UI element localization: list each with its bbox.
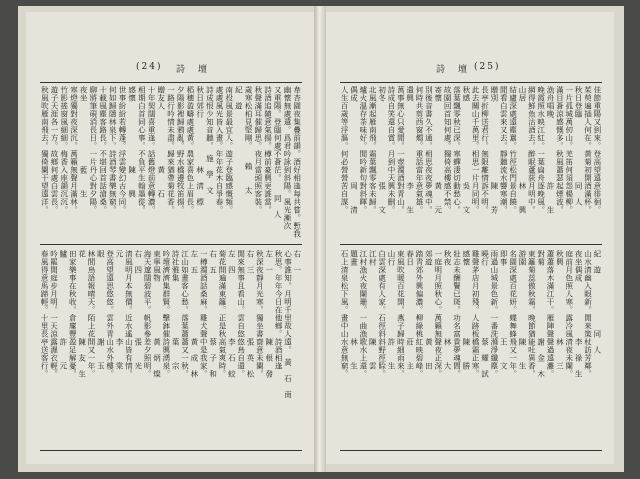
text-column: 晚霞照水映江紅。一葉扁舟逐晚風。 [536, 86, 546, 214]
text-column: 山水清幽入眼新。閒來策杖訪芳鄰。 [583, 250, 593, 378]
text-column: 一庭明月照秋心。萬籟無聲夜正深。 [433, 250, 443, 378]
text-column: 題畫 林 生 [349, 250, 359, 370]
text-column: 夜坐偶成 李 祿 生 [574, 250, 584, 378]
text-column: 元 李 棠 [115, 250, 125, 370]
top-rule [340, 82, 602, 83]
text-column: 世事紛紛若轉蓬。浮雲變幻古今同。 [117, 86, 127, 214]
text-column: 贈友人 黃 石 [156, 86, 166, 198]
top-rule [40, 82, 302, 83]
right-lower-text [340, 250, 602, 446]
text-column: 林間鳥語報晴天。陌上花開又一年。 [86, 250, 96, 378]
right-page [326, 12, 614, 464]
text-column: 曉行 蔡 耀 試 [480, 250, 490, 378]
text-column: 爐火溫存茶味好。閒吟新句對斜暉。 [358, 86, 368, 214]
book-spread [18, 6, 624, 472]
text-column: 歲寒松柏見堅剛。 賴 太 [244, 86, 254, 195]
text-column: 蕭蕭落木滿江干。雁陣聲聲過遠灘。 [546, 250, 556, 378]
text-column: 山居 林 興 [517, 86, 527, 214]
text-column: 落葉飄零秋已深。寒蟬淒切動愁心。 [452, 86, 462, 214]
text-column: 一樽濁酒話桑麻。雞犬聲中是我家。 [199, 250, 209, 378]
text-column: 網得鮮魚沽酒去。醉眠蘆荻月明中。 [527, 86, 537, 214]
text-column: 左 四 李 石 蛟 [227, 250, 237, 378]
text-column: 一路行吟情未盡。歸來猶帶菊花香。 [166, 86, 176, 214]
text-column: 春日 莊 主 [405, 250, 415, 370]
text-column: 右 一 [292, 250, 302, 274]
text-column: 竹影搖窗風細細。梅香入座韻沉沉。 [59, 86, 69, 214]
text-column: 游園 陳 生 [517, 250, 527, 370]
text-column: 茱萸遍插人何在。黃菊初開酒滿杯。 [583, 86, 593, 214]
text-column: 江山如畫客心愁。落葉蕭蕭又一秋。 [180, 250, 190, 378]
left-journal-name: 詩 壇 [176, 65, 210, 75]
text-column: 花 陳 友 生 [77, 250, 87, 378]
left-upper-text [40, 86, 302, 244]
text-column: 夕陽影裡歸鴉亂。野水橋邊牧笛揚。 [176, 86, 186, 214]
text-column: 紀 遊 [234, 86, 244, 110]
text-column: 秋深夜靜月光寒。獨坐書齋意未闌。 [255, 250, 265, 378]
text-column: 秋思。年年今日在他鄉。詩酒相逢 [274, 250, 284, 370]
text-column: 秋感 吳 文 [461, 86, 471, 214]
text-column: 壯志未酬鬢已斑。功名富貴夢魂間。 [452, 250, 462, 378]
text-column: 又重陽。登臨何處不蒼茫。 同 人 [273, 86, 283, 219]
text-column: 田家樂事在秋收。倉廩豐盈足解憂。 [68, 250, 78, 378]
left-page [26, 12, 314, 464]
text-column: 春風得意馬蹄輕。十里長亭送客行。 [40, 250, 50, 378]
text-column: 山行 許 生 [386, 250, 396, 370]
text-column: 寄懷 黃 元 [433, 86, 443, 214]
text-column: 秋風吹雁南飛去。獨倚闌干望遠洋。 [40, 86, 50, 214]
text-column: 名園深處百花妍。蝶舞蜂飛又一年。 [508, 250, 518, 378]
text-column: 清風明月本無價。近水遙山皆有情。 [124, 250, 134, 378]
text-column: 稻穗盈疇處處黃。農家喜色上眉長。 [185, 86, 195, 214]
text-column: 右 三 張 英 松 [246, 250, 256, 378]
text-column: 處處風光皆入畫。年年花木自爭春。 [215, 86, 225, 214]
text-column: 滿目蒼涼感慨多。秋風蕭瑟起煙波。 [555, 86, 565, 214]
text-column: 右 四 張 光 [133, 250, 143, 370]
text-column: 感懷 陳 勝 [461, 250, 471, 370]
text-column: 相期白首同心事。不負平生翰墨從。 [137, 86, 147, 214]
text-column: 夜坐 藍 生 [79, 86, 89, 198]
text-column: 韋杏園夜集疊前韻。酒好相逢每共嘗。慙我 [292, 86, 302, 238]
text-column: 故園回首知何處。獨倚高樓感不禁。 [443, 86, 453, 214]
text-column: 閒看白雲來又去。靜聽流水響寒潮。 [499, 86, 509, 214]
text-column: 秋興 林 三 [555, 250, 565, 370]
text-column: 人生百歲等浮漚。何必營營苦自謀。 [340, 86, 350, 214]
right-upper-text [340, 86, 602, 244]
text-column: 初冬 張 文 [377, 86, 387, 214]
text-column: 左 五 黃 成 林 [189, 250, 199, 378]
text-column: 江村漁火夜闌珊。一曲漁歌水上還。 [358, 250, 368, 378]
text-column: 左 一 陳 根 發 [264, 250, 274, 378]
right-page-header [326, 62, 614, 76]
text-column: 臚 許 元 [58, 250, 68, 370]
text-column: 東籬菊蕊傲秋霜。晚節猶能吐異香。 [527, 250, 537, 378]
text-column: 吟罷閒庭步月明。一天涼露濕衣輕。 [49, 250, 59, 378]
text-column: 海天遼闊碧波平。帆影參差夕照明。 [143, 250, 153, 378]
text-column: 別後音書久不通。相思夜夜夢魂中。 [424, 86, 434, 214]
text-column: 秋夜 林 大 [443, 250, 453, 370]
text-column: 雨過山城景色新。一番洗滌淨纖塵。 [489, 250, 499, 378]
text-column: 對菊 謝 金 木 [536, 250, 546, 378]
text-column: 紀 遊 同 人 [592, 250, 602, 354]
bottom-rule [40, 450, 302, 451]
bottom-rule [340, 450, 602, 451]
text-column: 秋日登臨 同 人 [574, 86, 584, 206]
text-column: 南投風景最宜人。遊子登臨感慨頻。 [224, 86, 234, 214]
text-column: 十載風塵客路長。不堪回首話滄桑。 [98, 86, 108, 214]
text-column: 長亭折柳送君行。無限離情訴不明。 [480, 86, 490, 214]
text-column: 遊子天涯各一方。故鄉何處白雲長。 [50, 86, 60, 214]
right-page-number: (25) [474, 62, 501, 72]
text-column: 右 五 蔡 子 和 [208, 250, 218, 378]
text-column: 聊將筆硯消長日。一片丹心對夕陽。 [88, 86, 98, 214]
text-column: 漁舟唱晚 許 生 [546, 86, 556, 214]
text-column: 何時共剪西窗燭。重話當年意氣雄。 [415, 86, 425, 214]
text-column: 佳節重陽又到來。登高望遠意徘徊。 [592, 86, 602, 214]
text-column: 北風漸起雁南飛。霜葉飄零客未歸。 [368, 86, 378, 214]
text-column: 何如歸隱林泉下。詩酒琴書樂無窮。 [108, 86, 118, 214]
text-column: 東寧風物 黃 炳 燦 [152, 250, 162, 378]
text-column: 結廬深處遠塵囂。竹徑松門景自饒。 [508, 86, 518, 214]
text-column: 寒燈獨對夜深沉。萬籟無聲月滿林。 [69, 86, 79, 214]
text-column: 庭前月色照人寒。露冷風清夜未闌。 [564, 250, 574, 378]
text-column: 萬事無心只愛閒。一壺濁酒對青山。 [396, 86, 406, 214]
left-lower-text [40, 250, 302, 446]
text-column: 眼 謝 玉 [96, 250, 106, 370]
text-column: 十年契闊喜重逢。話舊燈前意轉濃。 [147, 86, 157, 214]
text-column: 詩成恨少知音聽。 施 學 文 [205, 86, 215, 195]
text-column: 登高望遠思悠悠。雲外青山水外樓。 [105, 250, 115, 378]
middle-rule [40, 244, 302, 245]
text-column: 江村 陳 雲 [368, 250, 378, 370]
right-journal-name: 詩 壇 [436, 65, 470, 75]
text-column: 心事誰知。月明千里故人遠。 黃 石 南 [283, 250, 293, 399]
text-column: 感懷 陳 興 [127, 86, 137, 198]
text-column: 雞聲茅店月初殘。人跡板橋霜正寒。 [471, 250, 481, 378]
text-column: 遣興 李 生 [405, 86, 415, 214]
text-column: 閒來無事且看山。雲自悠悠鳥自還。 [236, 250, 246, 378]
text-column: 偶成 周 清 [349, 86, 359, 214]
text-column: 一片孤城萬仞山。羌笛何須怨楊柳。 [564, 86, 574, 214]
text-column: 即事 王 文 [499, 250, 509, 370]
text-column: 東風吹暖百花開。燕子歸時細雨來。 [396, 250, 406, 378]
left-page-number: (24) [136, 62, 163, 72]
text-column: 幽懷無處遣。爲君吟詠到斜陽。風光漸次 [282, 86, 292, 230]
text-column: 踏青郊外興偏濃。柳綠桃紅映碧峰。 [415, 250, 425, 378]
text-column: 贈別 陳 芳 [489, 86, 499, 214]
book-gutter [314, 6, 326, 472]
text-column: 詩社雅集 葉 宗 [171, 250, 181, 370]
text-column: 白雲深處有人家。石徑斜斜野徑賒。 [377, 250, 387, 378]
text-column: 吟壇濟濟集群賢。擊鉢催詩興湧泉。 [161, 250, 171, 378]
text-column: 詩酒追隨意氣揚。樽前豪興更誰當。 [263, 86, 273, 214]
text-column: 詩成自笑還自賞。月到中天興未刪。 [386, 86, 396, 214]
text-column: 石上清泉松下風。畫中山水意無窮。 [340, 250, 350, 378]
middle-rule [340, 244, 602, 245]
text-column: 菊花開遍滿東籬。正是秋高氣爽時。 [217, 250, 227, 378]
text-column: 秋日郊行 林 淸 標 [195, 86, 205, 206]
text-column: 秋聲滿耳催歸思。夜月當頭照客裝。 [253, 86, 263, 214]
text-column: 郊遊 黃 田 [424, 250, 434, 370]
text-column: 此去關山千萬里。相思一片月同明。 [471, 86, 481, 214]
left-page-header [26, 62, 314, 76]
